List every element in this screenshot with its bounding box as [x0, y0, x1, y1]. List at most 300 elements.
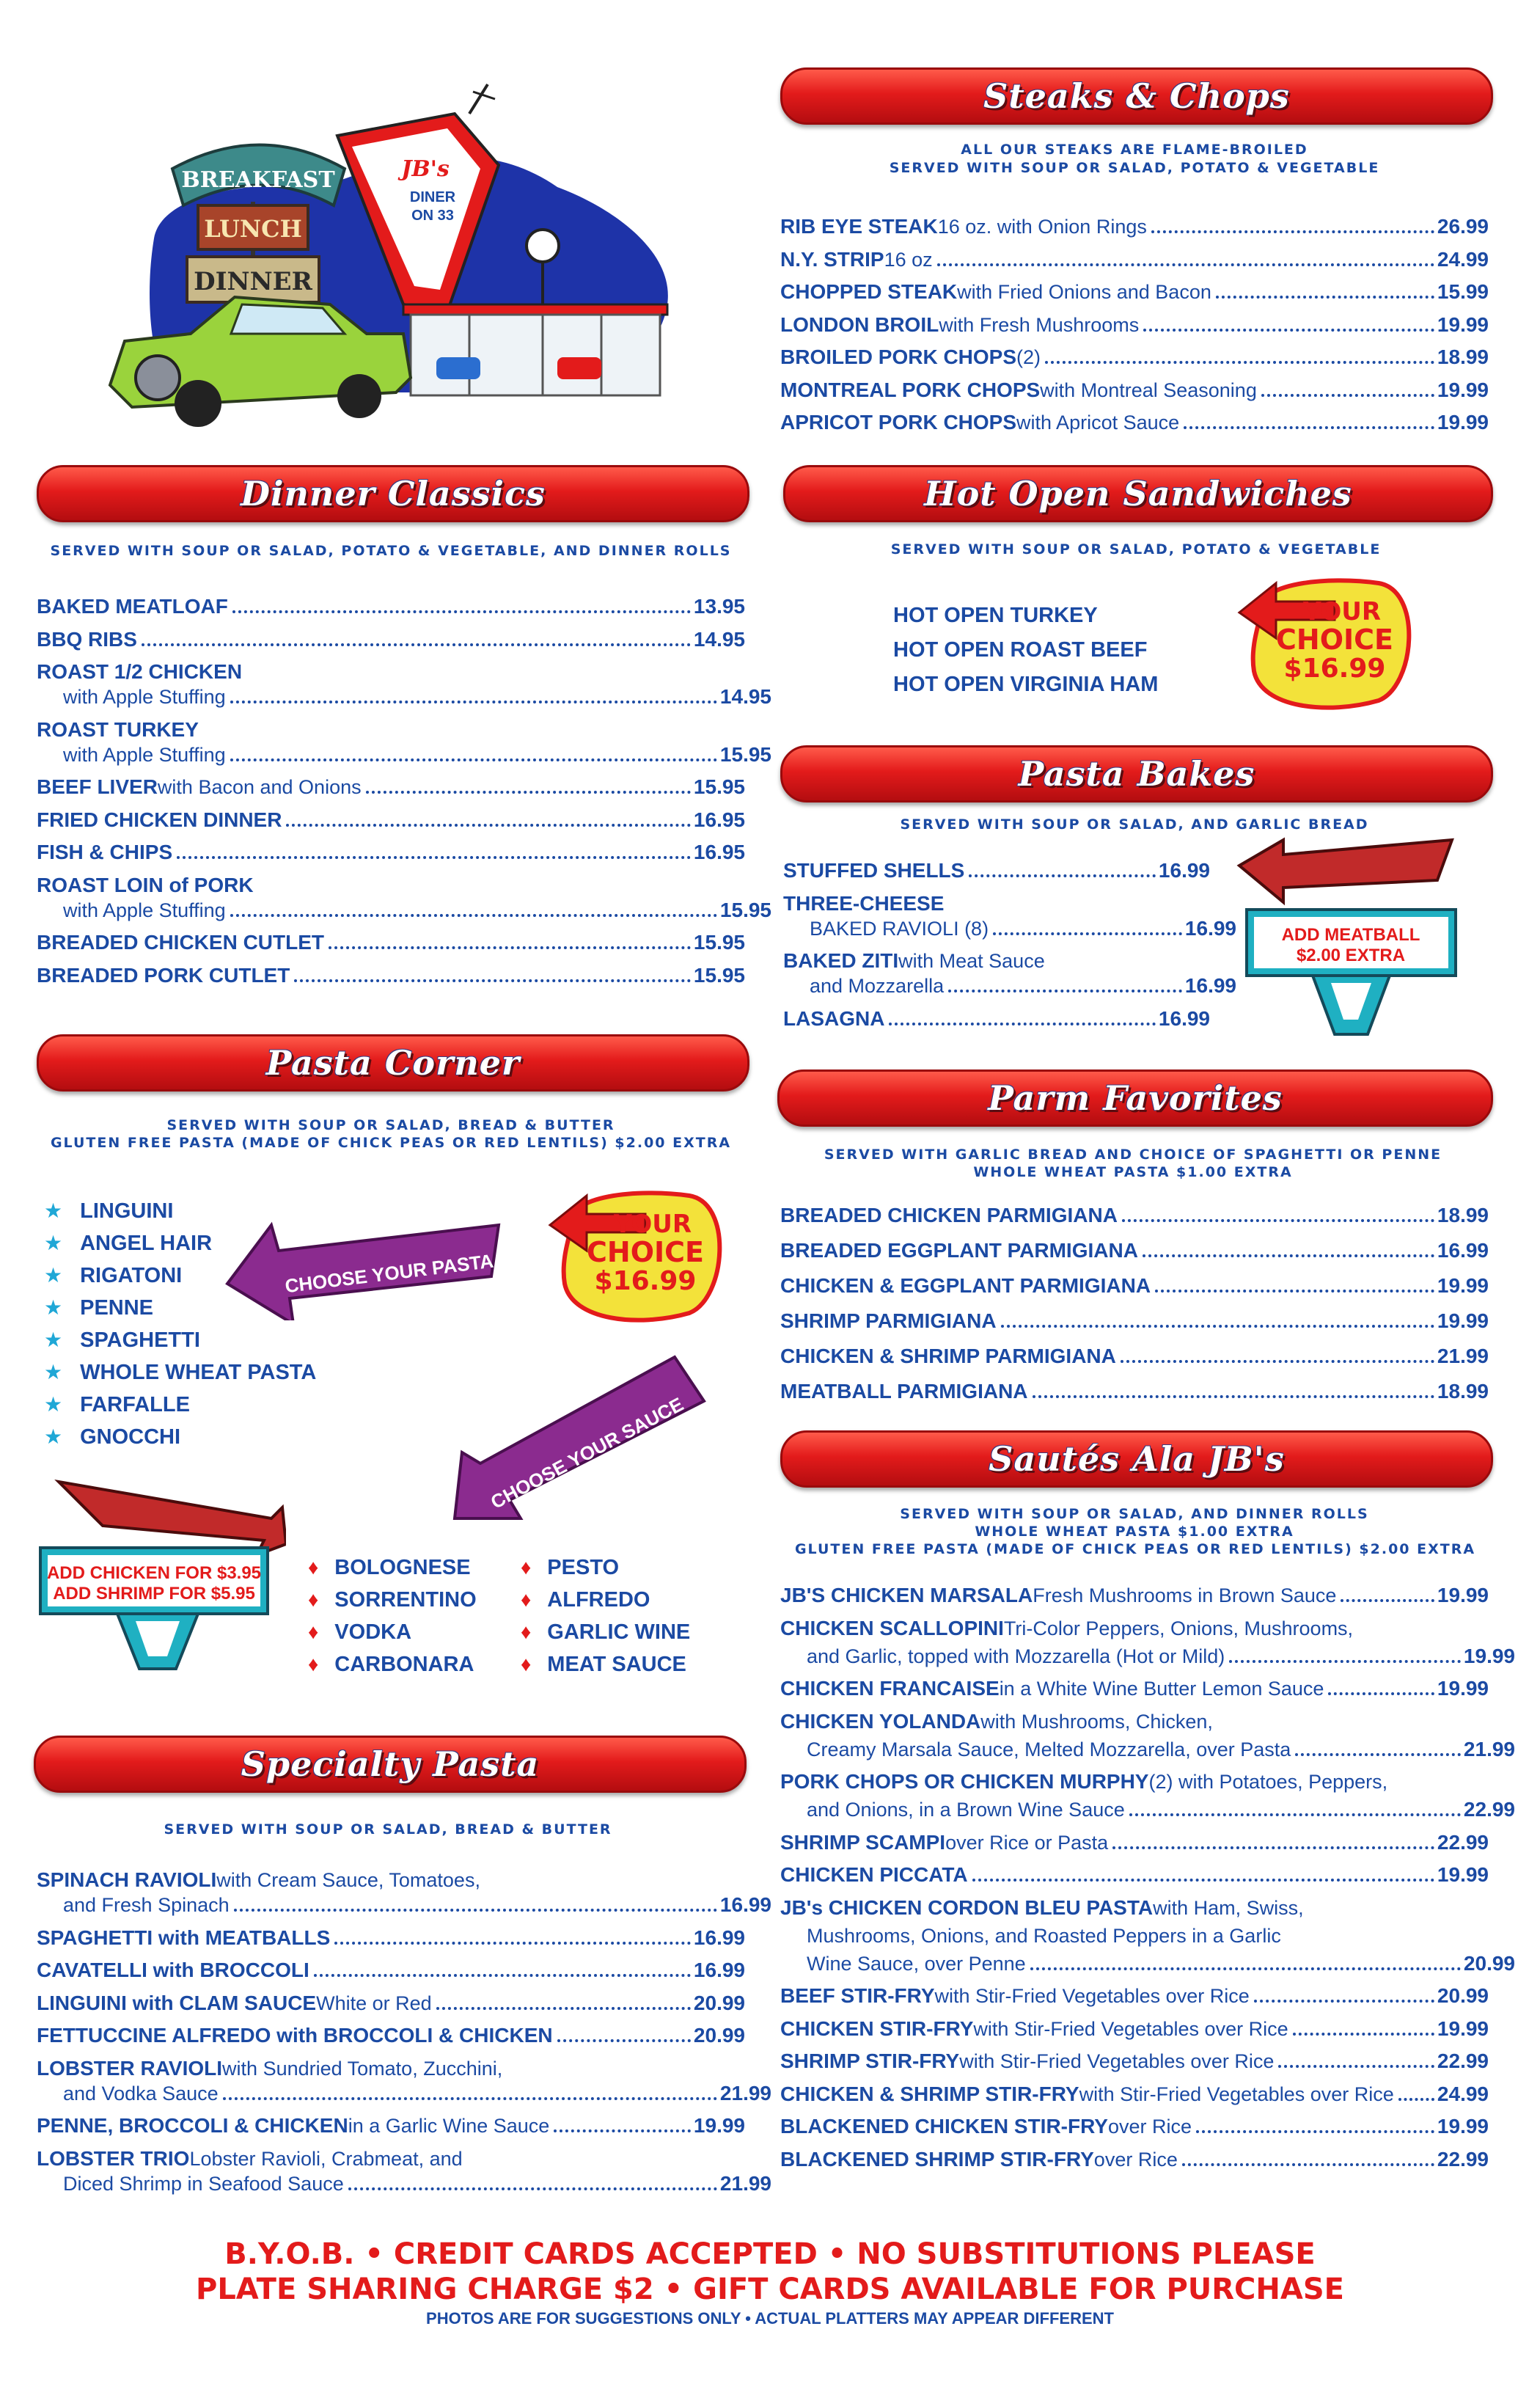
menu-item-description: with Apple Stuffing — [63, 743, 226, 766]
menu-item-description: and Vodka Sauce — [63, 2082, 219, 2105]
menu-item-row — [37, 594, 745, 619]
leader-dots — [1293, 2033, 1434, 2036]
pasta-type-label: RIGATONI — [80, 1264, 183, 1287]
pasta-type-label: FARFALLE — [80, 1393, 190, 1416]
menu-item-description: with Fried Onions and Bacon — [957, 281, 1211, 303]
diamond-icon: ♦ — [521, 1556, 532, 1579]
leader-dots — [1112, 1846, 1434, 1849]
leader-dots — [230, 914, 717, 917]
menu-item-row — [37, 659, 745, 684]
diamond-icon: ♦ — [308, 1653, 319, 1675]
leader-dots — [230, 701, 717, 703]
leader-dots — [1398, 2098, 1434, 2101]
dinner-classics-title: Dinner Classics — [241, 474, 546, 513]
menu-item-price: 15.95 — [693, 775, 745, 798]
menu-item-price: 20.99 — [693, 2024, 745, 2047]
sauce-label: PESTO — [547, 1556, 620, 1579]
menu-item-row — [783, 891, 1210, 916]
menu-item-name: BREADED CHICKEN PARMIGIANA — [780, 1204, 1118, 1226]
menu-item-description: Tri-Color Peppers, Onions, Mushrooms, — [1003, 1617, 1354, 1639]
star-icon: ★ — [44, 1199, 63, 1222]
steaks-title: Steaks & Chops — [983, 76, 1290, 116]
sauce-label: GARLIC WINE — [547, 1620, 691, 1644]
leader-dots — [554, 2129, 691, 2132]
menu-item-description: with Stir-Fried Vegetables over Rice — [973, 2017, 1288, 2040]
menu-item-name: CHICKEN YOLANDA — [780, 1709, 981, 1733]
menu-item-name: CHOPPED STEAK — [780, 280, 958, 303]
menu-item-row — [37, 873, 745, 898]
menu-item-row — [780, 1769, 1489, 1794]
sautes-subtitle-3: GLUTEN FREE PASTA (MADE OF CHICK PEAS OR RED LENTILS) $2.00 EXTRA — [794, 1541, 1476, 1557]
sauce-label: ALFREDO — [547, 1588, 650, 1612]
menu-item-row-continued — [783, 973, 1236, 998]
pasta-bakes-title: Pasta Bakes — [1018, 754, 1255, 794]
menu-item-name: SHRIMP PARMIGIANA — [780, 1309, 997, 1332]
menu-item-name: LONDON BROIL — [780, 312, 939, 336]
pasta-type-item — [44, 1328, 200, 1353]
svg-text:ADD SHRIMP FOR $5.95: ADD SHRIMP FOR $5.95 — [53, 1584, 255, 1604]
menu-item-name: BREADED EGGPLANT PARMIGIANA — [780, 1239, 1138, 1262]
leader-dots — [348, 2187, 717, 2190]
menu-item-row — [780, 378, 1489, 403]
menu-item-row-continued — [37, 2171, 771, 2196]
menu-item-row — [37, 808, 745, 833]
menu-item-description: with Fresh Mushrooms — [939, 313, 1140, 336]
svg-text:ON 33: ON 33 — [411, 208, 454, 224]
svg-text:YOUR: YOUR — [1302, 597, 1382, 626]
menu-item-name: SHRIMP SCAMPI — [780, 1830, 946, 1854]
menu-item-row — [780, 2049, 1489, 2074]
hot-open-banner — [783, 465, 1493, 522]
svg-text:LUNCH: LUNCH — [204, 215, 302, 243]
menu-item-row — [780, 1238, 1489, 1263]
menu-item-price: 19.99 — [1437, 1677, 1489, 1700]
menu-item-price: 16.99 — [693, 1959, 745, 1981]
menu-item-row — [37, 963, 745, 988]
pasta-corner-banner — [37, 1034, 749, 1092]
leader-dots — [366, 791, 691, 794]
menu-item-name: APRICOT PORK CHOPS — [780, 411, 1017, 434]
menu-item-description: with Bacon and Onions — [157, 776, 362, 798]
svg-text:YOUR: YOUR — [613, 1210, 692, 1239]
svg-text:ADD CHICKEN FOR $3.95: ADD CHICKEN FOR $3.95 — [46, 1563, 262, 1583]
menu-item-description: in a Garlic Wine Sauce — [348, 2115, 550, 2137]
menu-item-description: Creamy Marsala Sauce, Melted Mozzarella, over Pasta — [807, 1738, 1291, 1760]
menu-item-row — [780, 1309, 1489, 1334]
menu-item-price: 16.99 — [1184, 974, 1236, 997]
svg-text:CHOICE: CHOICE — [587, 1236, 704, 1268]
menu-item-name: PENNE, BROCCOLI & CHICKEN — [37, 2114, 348, 2137]
menu-item-description: with Stir-Fried Vegetables over Rice — [934, 1985, 1250, 2007]
menu-item-price: 19.99 — [1437, 312, 1489, 336]
add-meatball-sign — [1232, 836, 1467, 1042]
menu-item-price: 15.95 — [719, 742, 771, 766]
leader-dots — [234, 1909, 717, 1912]
dinner-sign — [187, 257, 319, 302]
sauce-item — [521, 1555, 619, 1580]
menu-item-price: 26.99 — [1437, 215, 1489, 238]
leader-dots — [1295, 1753, 1461, 1756]
menu-item-row — [780, 1709, 1489, 1734]
menu-item-row — [780, 279, 1489, 304]
menu-item-description: 16 oz — [884, 248, 933, 271]
leader-dots — [1143, 329, 1434, 332]
sauce-item — [521, 1620, 690, 1645]
menu-item-price: 21.99 — [719, 2171, 771, 2195]
star-icon: ★ — [44, 1361, 63, 1383]
menu-item-price: 24.99 — [1437, 2082, 1489, 2105]
menu-item-name: STUFFED SHELLS — [783, 859, 965, 882]
menu-item-name: MONTREAL PORK CHOPS — [780, 378, 1041, 401]
leader-dots — [1278, 2065, 1434, 2068]
menu-item-name: BLACKENED CHICKEN STIR-FRY — [780, 2115, 1108, 2138]
diamond-icon: ♦ — [308, 1620, 319, 1643]
pasta-corner-subtitle-2: GLUTEN FREE PASTA (MADE OF CHICK PEAS OR RED LENTILS) $2.00 EXTRA — [50, 1135, 732, 1151]
menu-item-row — [780, 1379, 1489, 1404]
diamond-icon: ♦ — [521, 1588, 532, 1611]
menu-item-row-continued — [37, 898, 771, 923]
menu-item-name: CHICKEN & SHRIMP PARMIGIANA — [780, 1345, 1116, 1367]
menu-item-description: (2) with Potatoes, Peppers, — [1148, 1771, 1388, 1793]
specialty-pasta-subtitle: SERVED WITH SOUP OR SALAD, BREAD & BUTTER — [164, 1821, 612, 1838]
parm-favorites-subtitle-2: WHOLE WHEAT PASTA $1.00 EXTRA — [973, 1164, 1293, 1180]
menu-item-price: 16.95 — [693, 808, 745, 831]
menu-item-price: 20.99 — [1437, 1984, 1489, 2007]
leader-dots — [314, 1974, 691, 1977]
menu-item-row-continued — [780, 1951, 1515, 1976]
menu-item-row — [780, 1616, 1489, 1641]
steaks-subtitle-1: ALL OUR STEAKS ARE FLAME-BROILED — [961, 142, 1308, 158]
leader-dots — [294, 979, 691, 982]
menu-item-price: 19.99 — [1463, 1644, 1515, 1667]
menu-item-name: FETTUCCINE ALFREDO with BROCCOLI & CHICKEN — [37, 2024, 553, 2047]
menu-item-description: Diced Shrimp in Seafood Sauce — [63, 2172, 344, 2195]
menu-item-row — [780, 1983, 1489, 2008]
menu-item-name: BBQ RIBS — [37, 627, 137, 651]
svg-text:CHOOSE YOUR PASTA: CHOOSE YOUR PASTA — [283, 1249, 495, 1298]
menu-item-row — [37, 1991, 745, 2016]
leader-dots — [557, 2039, 691, 2042]
menu-item-description: with Apple Stuffing — [63, 899, 226, 921]
star-icon: ★ — [44, 1328, 63, 1351]
hot-open-subtitle: SERVED WITH SOUP OR SALAD, POTATO & VEGETABLE — [890, 541, 1382, 557]
leader-dots — [232, 610, 691, 613]
menu-item-name: CHICKEN FRANCAISE — [780, 1677, 1000, 1700]
menu-item-price: 18.99 — [1437, 345, 1489, 368]
leader-dots — [223, 2097, 717, 2100]
choose-your-sauce-arrow — [440, 1342, 719, 1526]
pasta-type-label: ANGEL HAIR — [80, 1232, 213, 1255]
specialty-pasta-banner — [34, 1736, 747, 1793]
svg-text:DINER: DINER — [409, 189, 456, 205]
menu-item-price: 19.99 — [1437, 411, 1489, 434]
pasta-choice-badge — [543, 1181, 733, 1328]
menu-item-description: BAKED RAVIOLI (8) — [810, 917, 989, 940]
menu-item-price: 22.99 — [1437, 1830, 1489, 1854]
menu-item-row-continued — [37, 684, 771, 709]
pasta-type-label: GNOCCHI — [80, 1425, 181, 1449]
sauce-item — [308, 1652, 474, 1677]
leader-dots — [1155, 1290, 1434, 1292]
menu-item-name: CHICKEN PICCATA — [780, 1863, 968, 1886]
pasta-bakes-banner — [780, 745, 1493, 802]
menu-item-price: 19.99 — [1437, 2115, 1489, 2138]
menu-item-description: with Ham, Swiss, — [1153, 1896, 1304, 1919]
leader-dots — [889, 1023, 1155, 1025]
menu-item-name: CHICKEN STIR-FRY — [780, 2016, 974, 2040]
svg-text:BREAKFAST: BREAKFAST — [181, 167, 335, 193]
menu-item-description: with Stir-Fried Vegetables over Rice — [959, 2050, 1275, 2072]
menu-item-name: FISH & CHIPS — [37, 841, 173, 863]
menu-item-price: 15.95 — [719, 898, 771, 921]
menu-item-price: 16.99 — [1158, 1006, 1210, 1030]
sautes-subtitle-1: SERVED WITH SOUP OR SALAD, AND DINNER ROLLS — [900, 1506, 1369, 1522]
menu-item-row-continued — [37, 1893, 771, 1917]
menu-item-price: 16.99 — [693, 1926, 745, 1949]
menu-item-name: BROILED PORK CHOPS — [780, 345, 1017, 368]
menu-item-description: over Rice or Pasta — [945, 1831, 1109, 1854]
diamond-icon: ♦ — [308, 1588, 319, 1611]
svg-text:$2.00 EXTRA: $2.00 EXTRA — [1296, 946, 1406, 965]
menu-item-row — [780, 1862, 1489, 1887]
menu-item-row — [37, 717, 745, 742]
pasta-type-item — [44, 1392, 190, 1417]
menu-item-description: and Onions, in a Brown Wine Sauce — [807, 1799, 1125, 1821]
leader-dots — [1151, 230, 1434, 233]
menu-item-name: RIB EYE STEAK — [780, 215, 938, 238]
hot-open-title: Hot Open Sandwiches — [924, 474, 1352, 513]
star-icon: ★ — [44, 1393, 63, 1416]
specialty-pasta-title: Specialty Pasta — [241, 1744, 540, 1784]
menu-item-description: Fresh Mushrooms in Brown Sauce — [1033, 1584, 1337, 1606]
leader-dots — [230, 758, 717, 761]
leader-dots — [436, 2007, 691, 2010]
menu-item-row-continued — [780, 1644, 1515, 1669]
menu-item-row — [780, 1203, 1489, 1228]
menu-item-row — [37, 2113, 745, 2138]
menu-item-price: 21.99 — [719, 2081, 771, 2105]
leader-dots — [937, 263, 1434, 266]
menu-item-description: (2) — [1016, 346, 1041, 368]
menu-item-price: 18.99 — [1437, 1204, 1489, 1226]
svg-text:CHOOSE YOUR SAUCE: CHOOSE YOUR SAUCE — [487, 1392, 687, 1513]
menu-item-price: 19.99 — [1437, 1309, 1489, 1332]
menu-item-name: SPINACH RAVIOLI — [37, 1868, 217, 1891]
menu-item-description: with Apricot Sauce — [1016, 412, 1180, 434]
leader-dots — [1030, 1967, 1461, 1970]
menu-item-row — [780, 312, 1489, 337]
footer-line-3: PHOTOS ARE FOR SUGGESTIONS ONLY • ACTUAL PLATTERS MAY APPEAR DIFFERENT — [426, 2309, 1114, 2328]
menu-item-row — [37, 2056, 745, 2081]
menu-item-description: with Sundried Tomato, Zucchini, — [222, 2057, 503, 2080]
pasta-type-label: WHOLE WHEAT PASTA — [80, 1361, 317, 1384]
menu-item-price: 13.95 — [693, 595, 745, 618]
menu-item-price: 21.99 — [1463, 1737, 1515, 1760]
menu-item-price: 15.99 — [1437, 280, 1489, 303]
menu-item-name: ROAST LOIN of PORK — [37, 873, 254, 896]
menu-item-price: 19.99 — [1437, 1274, 1489, 1297]
pasta-type-item — [44, 1231, 212, 1256]
sauce-label: BOLOGNESE — [334, 1556, 471, 1579]
menu-item-price: 18.99 — [1437, 1380, 1489, 1403]
menu-item-name: LASAGNA — [783, 1006, 885, 1030]
menu-item-name: CHICKEN & EGGPLANT PARMIGIANA — [780, 1274, 1151, 1297]
menu-item-price: 16.99 — [1437, 1239, 1489, 1262]
leader-dots — [1254, 2000, 1434, 2003]
menu-item-row — [37, 930, 745, 955]
menu-item-name: BAKED ZITI — [783, 949, 899, 972]
menu-item-name: BEEF LIVER — [37, 775, 158, 798]
leader-dots — [1121, 1360, 1434, 1363]
sautes-subtitle-2: WHOLE WHEAT PASTA $1.00 EXTRA — [975, 1524, 1294, 1540]
leader-dots — [177, 856, 691, 859]
menu-item-name: ROAST TURKEY — [37, 717, 199, 741]
lunch-sign — [198, 205, 308, 249]
menu-item-row — [780, 345, 1489, 370]
menu-item-description: with Stir-Fried Vegetables over Rice — [1079, 2083, 1394, 2105]
leader-dots — [142, 643, 691, 646]
leader-dots — [1196, 2130, 1434, 2133]
menu-item-row — [780, 1344, 1489, 1369]
menu-item-price: 19.99 — [1437, 1863, 1489, 1886]
menu-item-price: 15.95 — [693, 963, 745, 987]
menu-item-name: BLACKENED SHRIMP STIR-FRY — [780, 2147, 1094, 2171]
menu-item-description: with Apple Stuffing — [63, 686, 226, 708]
menu-item-name: BREADED PORK CUTLET — [37, 963, 290, 987]
sauce-item — [521, 1652, 686, 1677]
menu-item-price: 16.95 — [693, 841, 745, 863]
leader-dots — [1229, 1660, 1461, 1663]
menu-item-price: 20.99 — [1463, 1951, 1515, 1975]
sautes-banner — [780, 1430, 1493, 1488]
leader-dots — [1122, 1219, 1434, 1222]
star-icon: ★ — [44, 1425, 63, 1448]
menu-item-name: FRIED CHICKEN DINNER — [37, 808, 282, 831]
leader-dots — [969, 874, 1156, 877]
pasta-type-item — [44, 1360, 316, 1385]
menu-item-row — [783, 948, 1210, 973]
sauce-label: SORRENTINO — [334, 1588, 477, 1612]
menu-item-row — [37, 1926, 745, 1950]
leader-dots — [1341, 1599, 1434, 1602]
pasta-type-label: PENNE — [80, 1296, 154, 1320]
menu-item-price: 16.99 — [1158, 859, 1210, 882]
leader-dots — [1216, 296, 1434, 299]
footer-line-2: PLATE SHARING CHARGE $2 • GIFT CARDS AVAILABLE FOR PURCHASE — [196, 2273, 1344, 2306]
menu-item-description: and Fresh Spinach — [63, 1894, 230, 1916]
menu-item-name: SPAGHETTI with MEATBALLS — [37, 1926, 331, 1949]
parm-favorites-subtitle-1: SERVED WITH GARLIC BREAD AND CHOICE OF SPAGHETTI OR PENNE — [824, 1147, 1442, 1163]
menu-item-description: over Rice — [1107, 2116, 1192, 2138]
menu-item-row-continued — [780, 1797, 1515, 1822]
menu-item-name: ROAST 1/2 CHICKEN — [37, 660, 243, 683]
menu-item-row — [37, 840, 745, 865]
pasta-type-label: SPAGHETTI — [80, 1328, 200, 1352]
leader-dots — [972, 1879, 1434, 1882]
menu-item-description: with Mushrooms, Chicken, — [980, 1710, 1213, 1733]
svg-text:ADD MEATBALL: ADD MEATBALL — [1281, 925, 1420, 945]
leader-dots — [1184, 426, 1434, 429]
menu-item-description: Mushrooms, Onions, and Roasted Peppers in a Garlic — [807, 1924, 1281, 1947]
menu-item-row — [37, 2023, 745, 2048]
menu-item-description: over Rice — [1093, 2148, 1178, 2171]
steaks-subtitle-2: SERVED WITH SOUP OR SALAD, POTATO & VEGETABLE — [889, 160, 1380, 176]
menu-item-price: 19.99 — [1437, 1584, 1489, 1606]
menu-item-row — [37, 627, 745, 652]
menu-item-description: and Mozzarella — [810, 975, 945, 997]
leader-dots — [1045, 361, 1434, 364]
menu-item-description: and Garlic, topped with Mozzarella (Hot or Mild) — [807, 1645, 1225, 1667]
svg-text:$16.99: $16.99 — [1283, 654, 1386, 684]
sautes-title: Sautés Ala JB's — [989, 1439, 1285, 1479]
menu-item-description: Lobster Ravioli, Crabmeat, and — [189, 2147, 463, 2170]
menu-item-name: LOBSTER TRIO — [37, 2146, 190, 2170]
hot-open-item: HOT OPEN VIRGINIA HAM — [893, 673, 1159, 696]
menu-item-row-continued — [37, 2081, 771, 2106]
menu-item-price: 16.99 — [719, 1893, 771, 1916]
sauce-label: CARBONARA — [334, 1653, 474, 1676]
menu-item-name: CHICKEN & SHRIMP STIR-FRY — [780, 2082, 1079, 2105]
menu-item-name: LOBSTER RAVIOLI — [37, 2056, 223, 2080]
sauce-label: MEAT SAUCE — [547, 1653, 686, 1676]
star-icon: ★ — [44, 1264, 63, 1287]
menu-item-price: 19.99 — [1437, 378, 1489, 401]
menu-item-name: N.Y. STRIP — [780, 247, 884, 271]
leader-dots — [1261, 394, 1434, 397]
menu-item-row — [780, 247, 1489, 272]
pasta-type-item — [44, 1295, 153, 1320]
pasta-type-item — [44, 1263, 182, 1288]
leader-dots — [334, 1942, 691, 1945]
menu-item-row — [783, 858, 1210, 883]
pasta-type-label: LINGUINI — [80, 1199, 174, 1223]
dinner-classics-subtitle: SERVED WITH SOUP OR SALAD, POTATO & VEGETABLE, AND DINNER ROLLS — [50, 543, 732, 559]
menu-item-row — [780, 1830, 1489, 1855]
diamond-icon: ♦ — [308, 1556, 319, 1579]
star-icon: ★ — [44, 1232, 63, 1254]
leader-dots — [1001, 1325, 1434, 1328]
menu-item-description: with Montreal Seasoning — [1040, 379, 1257, 401]
leader-dots — [286, 824, 690, 827]
svg-text:$16.99: $16.99 — [594, 1266, 697, 1296]
star-icon: ★ — [44, 1296, 63, 1319]
menu-item-name: CHICKEN SCALLOPINI — [780, 1616, 1004, 1639]
menu-item-row — [780, 410, 1489, 435]
menu-item-row — [37, 2146, 745, 2171]
menu-item-row — [780, 214, 1489, 239]
sauce-label: VODKA — [334, 1620, 412, 1644]
menu-item-row — [780, 1273, 1489, 1298]
menu-item-row — [37, 1958, 745, 1983]
menu-item-name: BAKED MEATLOAF — [37, 595, 228, 618]
menu-item-description: with Cream Sauce, Tomatoes, — [216, 1869, 480, 1891]
svg-text:CHOICE: CHOICE — [1276, 624, 1393, 656]
menu-item-name: PORK CHOPS OR CHICKEN MURPHY — [780, 1770, 1149, 1793]
menu-item-row — [780, 1676, 1489, 1701]
dinner-classics-banner — [37, 465, 749, 522]
menu-item-price: 19.99 — [693, 2114, 745, 2137]
menu-item-name: JB'S CHICKEN MARSALA — [780, 1584, 1033, 1606]
pasta-bakes-subtitle: SERVED WITH SOUP OR SALAD, AND GARLIC BREAD — [900, 816, 1369, 833]
menu-item-name: SHRIMP STIR-FRY — [780, 2050, 960, 2072]
steaks-banner — [780, 67, 1493, 125]
footer-line-1: B.Y.O.B. • CREDIT CARDS ACCEPTED • NO SUBSTITUTIONS PLEASE — [224, 2237, 1316, 2271]
menu-item-row — [780, 2016, 1489, 2041]
menu-item-name: BEEF STIR-FRY — [780, 1984, 935, 2007]
sauce-item — [308, 1620, 411, 1645]
parm-favorites-banner — [777, 1069, 1493, 1127]
leader-dots — [993, 932, 1182, 935]
